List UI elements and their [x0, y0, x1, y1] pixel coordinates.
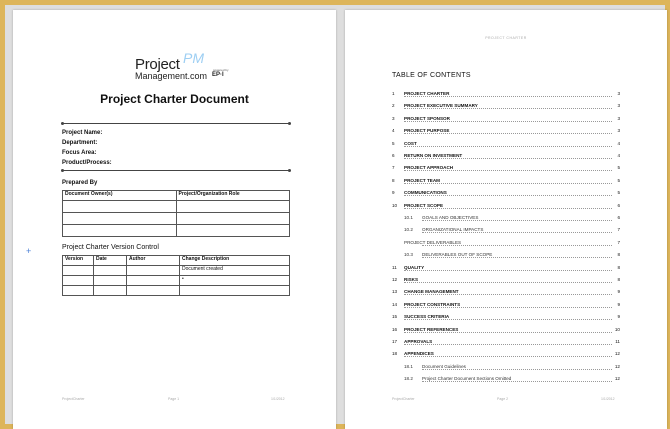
field-product-process: Product/Process: [62, 160, 112, 166]
toc-entry-label: ORGANIZATIONAL IMPACTS [422, 227, 484, 233]
footer-date: 1/1/2012 [601, 397, 615, 401]
toc-leader-dots [404, 319, 612, 320]
projectmanagement-logo [135, 52, 245, 88]
toc-entry-number: 18 [392, 351, 398, 357]
toc-entry-page: 5 [617, 165, 620, 171]
toc-entry-page: 5 [617, 190, 620, 196]
toc-entry-number: 18.2 [404, 376, 413, 382]
document-title: Project Charter Document [100, 92, 249, 106]
table-cell[interactable] [127, 276, 180, 286]
toc-leader-dots [404, 356, 612, 357]
logo-management-text: Management.com [135, 71, 208, 81]
table-cell[interactable] [63, 286, 94, 296]
table-row [63, 266, 290, 276]
toc-entry-page: 9 [617, 314, 620, 320]
prepared-by-heading: Prepared By [62, 180, 98, 186]
table-header-cell: Version [63, 256, 94, 266]
toc-entry-page: 12 [614, 363, 620, 369]
toc-entry-number: 12 [392, 277, 398, 282]
divider-bottom [62, 170, 290, 171]
document-owner-table [62, 190, 290, 237]
toc-leader-dots [404, 146, 612, 147]
footer-page-number: Page 1 [168, 397, 180, 401]
table-cell[interactable] [94, 266, 127, 276]
toc-leader-dots [422, 245, 612, 246]
footer-left: ProjectCharter [392, 397, 415, 401]
toc-entry-number: 10 [392, 202, 398, 208]
table-cell[interactable]: Document created [180, 266, 290, 276]
toc-entry-label: RETURN ON INVESTMENT [404, 153, 463, 158]
toc-entry-number: 4 [392, 128, 395, 134]
toc-entry-page: 3 [617, 128, 620, 134]
toc-entry-label: PROJECT SCOPE [404, 202, 444, 208]
toc-entry[interactable] [392, 302, 620, 310]
toc-entry[interactable] [392, 277, 620, 285]
table-row [63, 201, 290, 213]
table-cell[interactable] [63, 225, 177, 237]
toc-leader-dots [404, 344, 612, 345]
toc-leader-dots [422, 381, 612, 382]
logo-pm-text: PM [183, 50, 204, 66]
table-cell[interactable] [63, 276, 94, 286]
toc-entry[interactable] [392, 289, 620, 297]
toc-entry-page: 8 [617, 264, 620, 270]
toc-entry-label: PROJECT CHARTER [404, 91, 450, 96]
toc-entry[interactable] [392, 364, 620, 372]
divider-top [62, 123, 290, 124]
toc-entry-page: 8 [617, 252, 620, 258]
toc-entry-page: 9 [617, 289, 620, 295]
toc-entry-label: DELIVERABLES OUT OF SCOPE [422, 252, 493, 258]
table-cell[interactable] [63, 201, 177, 213]
toc-entry[interactable] [392, 339, 620, 347]
toc-entry-number: 8 [392, 177, 395, 183]
toc-entry-number: 7 [392, 165, 395, 171]
toc-entry[interactable] [392, 252, 620, 260]
toc-entry-label: Document Guidelines [422, 363, 466, 369]
toc-entry-number: 6 [392, 153, 395, 158]
table-row [63, 286, 290, 296]
toc-entry-number: 10.3 [404, 252, 413, 258]
logo-ep-mark: EP·I [212, 72, 224, 78]
toc-entry-page: 7 [617, 239, 620, 245]
toc-entry-number: 5 [392, 140, 395, 146]
toc-entry-label: PROJECT SPONSOR [404, 115, 450, 121]
toc-leader-dots [404, 158, 612, 159]
footer-page-number: Page 2 [497, 397, 509, 401]
toc-entry[interactable] [392, 227, 620, 235]
toc-entry-label: GOALS AND OBJECTIVES [422, 215, 479, 220]
toc-entry[interactable] [392, 116, 620, 124]
toc-entry[interactable] [392, 153, 620, 161]
table-cell[interactable] [94, 286, 127, 296]
field-focus-area: Focus Area: [62, 150, 97, 156]
toc-leader-dots [404, 183, 612, 184]
table-row [63, 225, 290, 237]
footer-left: ProjectCharter [62, 397, 85, 401]
toc-entry-page: 5 [617, 177, 620, 183]
toc-entry-label: PROJECT EXECUTIVE SUMMARY [404, 103, 478, 109]
table-header-cell: Change Description [180, 256, 290, 266]
footer-date: 1/1/2012 [271, 397, 285, 401]
table-cell[interactable] [127, 286, 180, 296]
toc-entry-page: 10 [614, 326, 620, 332]
toc-entry-label: PROJECT APPROACH [404, 165, 454, 171]
toc-entry-number: 16 [392, 326, 398, 332]
toc-entry-page: 4 [617, 153, 620, 158]
toc-entry-label: PROJECT PURPOSE [404, 128, 450, 134]
toc-entry-number: 18.1 [404, 363, 413, 369]
toc-entry-number: 13 [392, 289, 398, 295]
toc-entry[interactable] [392, 103, 620, 111]
table-header-cell: Author [127, 256, 180, 266]
toc-entry-number: 10.2 [404, 227, 413, 233]
table-row [63, 213, 290, 225]
toc-entry-page: 12 [614, 376, 620, 382]
version-control-heading: Project Charter Version Control [62, 244, 159, 251]
toc-entry-page: 3 [617, 115, 620, 121]
toc-entry-label: PROJECT DELIVERABLES [404, 239, 462, 245]
toc-entry[interactable] [392, 141, 620, 149]
table-header-cell: Date [94, 256, 127, 266]
toc-entry-page: 7 [617, 227, 620, 233]
toc-entry-number: 10.1 [404, 215, 413, 220]
toc-title: TABLE OF CONTENTS [392, 72, 471, 79]
toc-entry-label: QUALITY [404, 264, 425, 270]
logo-project-text: Project [135, 56, 180, 73]
toc-entry[interactable] [392, 215, 620, 223]
toc-leader-dots [404, 195, 612, 196]
toc-leader-dots [404, 270, 612, 271]
toc-entry-label: PROJECT TEAM [404, 177, 440, 183]
toc-leader-dots [422, 257, 612, 258]
toc-leader-dots [404, 307, 612, 308]
toc-entry-label: PROJECT CONSTRAINTS [404, 301, 461, 307]
table-row [63, 276, 290, 286]
toc-entry-number: 1 [392, 91, 395, 96]
toc-entry[interactable] [392, 165, 620, 173]
table-cell[interactable] [63, 213, 177, 225]
table-header-cell: Document Owner(s) [63, 191, 177, 201]
table-cell[interactable] [176, 213, 290, 225]
table-cell[interactable] [63, 266, 94, 276]
toc-entry[interactable] [392, 351, 620, 359]
table-cell[interactable] [180, 286, 290, 296]
toc-leader-dots [404, 294, 612, 295]
table-header-row [63, 256, 290, 266]
toc-entry-number: 15 [392, 314, 398, 320]
table-cell[interactable] [176, 225, 290, 237]
table-cell[interactable] [127, 266, 180, 276]
toc-entry-label: PROJECT REFERENCES [404, 326, 459, 332]
toc-entry-label: APPENDICES [404, 351, 434, 357]
field-project-name: Project Name: [62, 130, 103, 136]
toc-entry[interactable] [392, 376, 620, 384]
toc-entry-number: 11 [392, 264, 397, 270]
toc-entry[interactable] [392, 203, 620, 211]
toc-entry-number: 2 [392, 103, 395, 109]
toc-entry-label: SUCCESS CRITERIA [404, 314, 450, 320]
toc-leader-dots [404, 121, 612, 122]
table-cell[interactable]: • [180, 276, 290, 286]
toc-entry-page: 3 [617, 91, 620, 96]
toc-entry-page: 6 [617, 202, 620, 208]
toc-entry[interactable] [392, 91, 620, 99]
toc-leader-dots [422, 232, 612, 233]
toc-leader-dots [404, 170, 612, 171]
toc-entry-page: 11 [615, 339, 620, 344]
toc-leader-dots [404, 108, 612, 109]
toc-leader-dots [422, 369, 612, 370]
table-cell[interactable] [94, 276, 127, 286]
toc-entry-page: 4 [617, 140, 620, 146]
version-control-table [62, 255, 290, 296]
page-table-of-contents [345, 10, 667, 429]
toc-entry-label: COMMUNICATIONS [404, 190, 447, 196]
toc-entry-number: 14 [392, 301, 398, 307]
page-header: PROJECT CHARTER [485, 36, 527, 40]
toc-entry-label: APPROVALS [404, 339, 433, 344]
toc-entry-page: 6 [617, 215, 620, 220]
toc-leader-dots [404, 96, 612, 97]
toc-leader-dots [404, 133, 612, 134]
toc-entry-number: 17 [392, 339, 398, 344]
toc-entry-label: CHANGE MANAGEMENT [404, 289, 459, 295]
toc-entry[interactable] [392, 128, 620, 136]
toc-entry-number: 3 [392, 115, 395, 121]
toc-entry-page: 8 [617, 277, 620, 282]
logo-powered-by: powered by [213, 68, 229, 72]
toc-leader-dots [404, 332, 612, 333]
toc-entry[interactable] [392, 178, 620, 186]
toc-entry-page: 12 [614, 351, 620, 357]
add-row-plus-icon[interactable]: + [26, 246, 32, 256]
toc-leader-dots [422, 220, 612, 221]
toc-entry[interactable] [392, 327, 620, 335]
toc-entry-number: 9 [392, 190, 395, 196]
toc-entry-label: RISKS [404, 277, 419, 282]
toc-entry-label: Project Charter Document Sections Omitted [422, 376, 512, 382]
table-header-cell: Project/Organization Role [176, 191, 290, 201]
toc-entry-page: 3 [617, 103, 620, 109]
table-header-row [63, 191, 290, 201]
toc-entry[interactable] [392, 190, 620, 198]
field-department: Department: [62, 140, 98, 146]
toc-leader-dots [404, 282, 612, 283]
toc-leader-dots [404, 208, 612, 209]
page-cover [13, 10, 336, 429]
toc-entry-page: 9 [617, 301, 620, 307]
table-cell[interactable] [176, 201, 290, 213]
toc-entry[interactable] [392, 314, 620, 322]
toc-entry-label: COST [404, 140, 417, 146]
toc-entry[interactable] [392, 265, 620, 273]
toc-entry[interactable] [392, 240, 620, 248]
